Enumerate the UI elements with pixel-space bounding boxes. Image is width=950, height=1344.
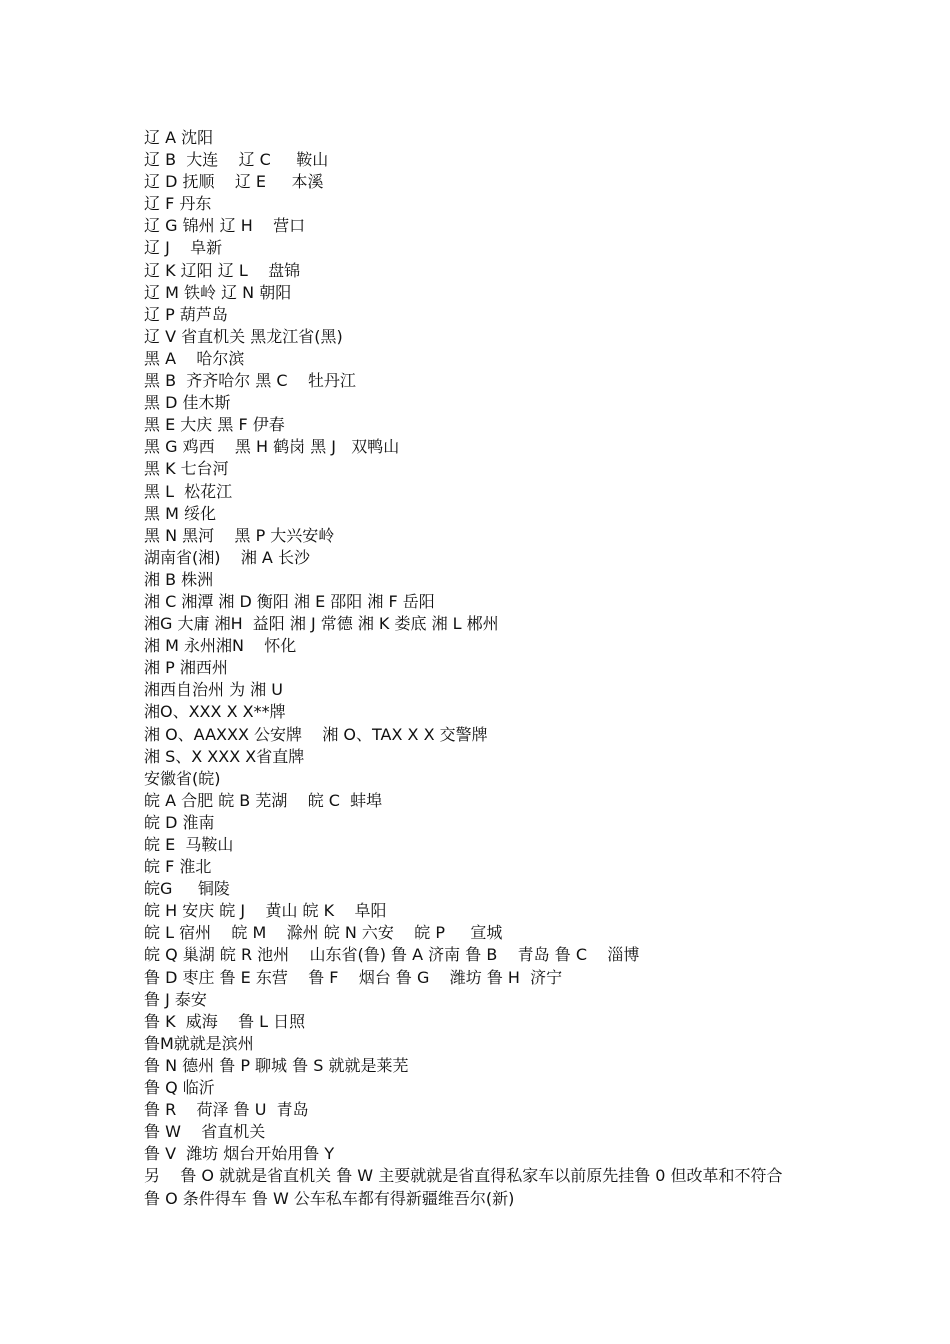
text-line: 湘 S、X XXX X省直牌 — [144, 746, 305, 766]
text-line: 鲁 D 枣庄 鲁 E 东营 鲁 F 烟台 鲁 G 潍坊 鲁 H 济宁 — [144, 967, 563, 987]
text-line: 辽 B 大连 辽 C 鞍山 — [144, 150, 329, 170]
text-line: 辽 V 省直机关 黑龙江省(黑) — [144, 326, 343, 346]
text-line: 辽 J 阜新 — [144, 238, 223, 258]
text-line: 皖 H 安庆 皖 J 黄山 皖 K 阜阳 — [144, 901, 387, 921]
text-line: 湘 M 永州湘N 怀化 — [144, 636, 297, 656]
text-line: 辽 G 锦州 辽 H 营口 — [144, 216, 306, 236]
text-line: 黑 N 黑河 黑 P 大兴安岭 — [144, 525, 335, 545]
text-line: 皖 D 淮南 — [144, 812, 215, 832]
text-line: 鲁 V 潍坊 烟台开始用鲁 Y — [144, 1144, 335, 1164]
text-line: 湘西自治州 为 湘 U — [144, 680, 283, 700]
text-line: 皖 E 马鞍山 — [144, 835, 234, 854]
text-line: 黑 E 大庆 黑 F 伊春 — [144, 415, 285, 435]
text-line: 辽 F 丹东 — [144, 194, 212, 214]
text-line: 皖 L 宿州 皖 M 滁州 皖 N 六安 皖 P 宣城 — [144, 923, 503, 943]
text-line: 皖 Q 巢湖 皖 R 池州 山东省(鲁) 鲁 A 济南 鲁 B 青岛 鲁 C 淄博 — [144, 945, 640, 965]
license-plate-text — [144, 127, 924, 1210]
text-line: 鲁 W 省直机关 — [144, 1122, 266, 1142]
text-line: 鲁 Q 临沂 — [144, 1078, 215, 1098]
text-line: 鲁 O 条件得车 鲁 W 公车私车都有得新疆维吾尔(新) — [144, 1188, 515, 1208]
text-line: 鲁 J 泰安 — [144, 989, 207, 1009]
text-line: 黑 A 哈尔滨 — [144, 348, 245, 368]
text-line: 皖 F 淮北 — [144, 857, 212, 877]
text-line: 鲁 K 威海 鲁 L 日照 — [144, 1011, 306, 1031]
text-line: 湘 P 湘西州 — [144, 658, 228, 678]
text-line: 黑 G 鸡西 黑 H 鹤岗 黑 J 双鸭山 — [144, 437, 400, 457]
text-line: 辽 A 沈阳 — [144, 128, 214, 147]
text-line: 辽 P 葫芦岛 — [144, 304, 228, 324]
text-line: 湘 O、AAXXX 公安牌 湘 O、TAX X X 交警牌 — [144, 724, 488, 744]
text-line: 皖 A 合肥 皖 B 芜湖 皖 C 蚌埠 — [144, 790, 383, 810]
text-line: 湘 B 株洲 — [144, 569, 214, 589]
text-line: 黑 K 七台河 — [144, 459, 229, 479]
text-line: 湘G 大庸 湘H 益阳 湘 J 常德 湘 K 娄底 湘 L 郴州 — [144, 614, 499, 634]
text-line: 鲁M就就是滨州 — [144, 1033, 254, 1053]
text-line: 安徽省(皖) — [144, 768, 221, 788]
text-line: 鲁 N 德州 鲁 P 聊城 鲁 S 就就是莱芜 — [144, 1055, 409, 1075]
text-line: 皖G 铜陵 — [144, 879, 230, 899]
text-line: 黑 L 松花江 — [144, 481, 233, 501]
text-line: 黑 D 佳木斯 — [144, 393, 231, 413]
text-line: 湖南省(湘) 湘 A 长沙 — [144, 547, 310, 567]
text-line: 黑 M 绥化 — [144, 503, 216, 523]
text-line: 另 鲁 O 就就是省直机关 鲁 W 主要就就是省直得私家车以前原先挂鲁 0 但改革和不符合 — [144, 1166, 783, 1186]
text-line: 辽 M 铁岭 辽 N 朝阳 — [144, 282, 292, 302]
text-line: 湘 C 湘潭 湘 D 衡阳 湘 E 邵阳 湘 F 岳阳 — [144, 591, 435, 611]
text-line: 黑 B 齐齐哈尔 黑 C 牡丹江 — [144, 371, 356, 391]
text-line: 辽 D 抚顺 辽 E 本溪 — [144, 172, 324, 192]
text-line: 鲁 R 荷泽 鲁 U 青岛 — [144, 1100, 309, 1120]
text-line: 辽 K 辽阳 辽 L 盘锦 — [144, 260, 301, 280]
text-line: 湘O、XXX X X**牌 — [144, 702, 286, 722]
